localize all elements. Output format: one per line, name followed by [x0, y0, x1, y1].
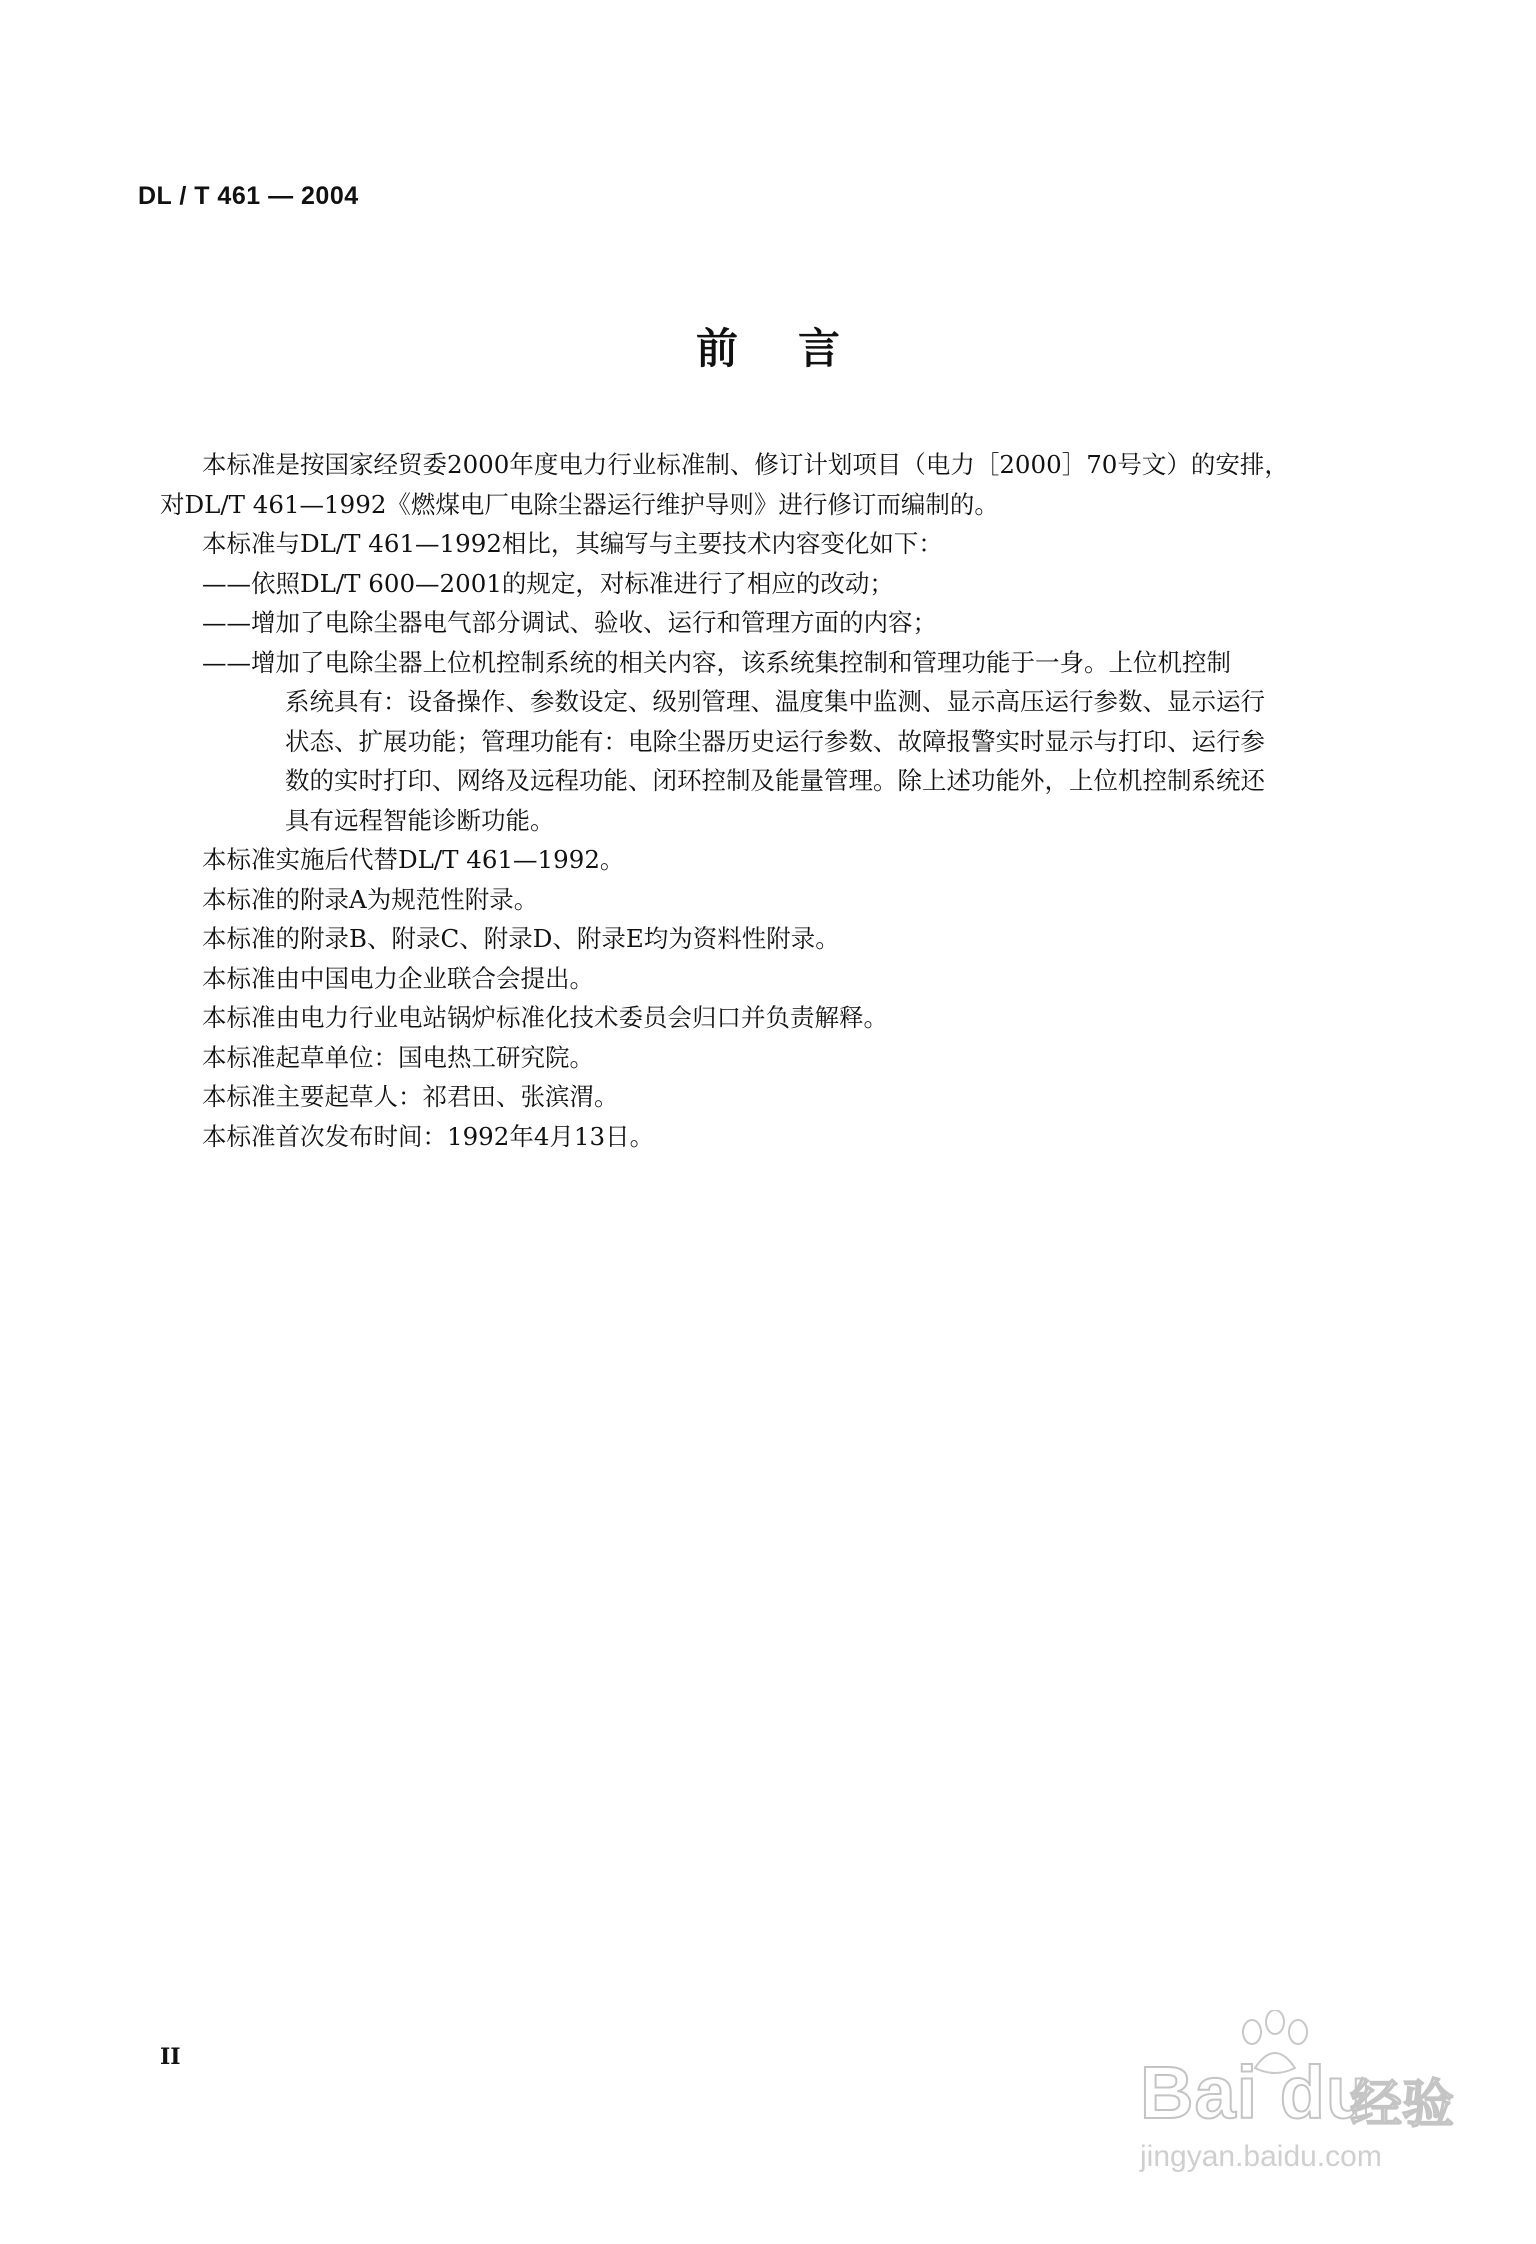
- watermark-url: jingyan.baidu.com: [1140, 2140, 1382, 2173]
- change-item-3-line-5: 具有远程智能诊断功能。: [285, 805, 555, 835]
- paragraph-annex-a: 本标准的附录A为规范性附录。: [202, 884, 539, 914]
- paragraph-1-line-2: 对DL/T 461—1992《燃煤电厂电除尘器运行维护导则》进行修订而编制的。: [160, 489, 999, 519]
- change-item-1: ——依照DL/T 600—2001的规定，对标准进行了相应的改动；: [202, 568, 894, 598]
- paragraph-first-release: 本标准首次发布时间：1992年4月13日。: [202, 1121, 655, 1151]
- paragraph-replaces: 本标准实施后代替DL/T 461—1992。: [202, 845, 625, 874]
- change-item-3-line-1: ——增加了电除尘器上位机控制系统的相关内容，该系统集控制和管理功能于一身。上位机控制: [202, 647, 1231, 677]
- paragraph-proposed-by: 本标准由中国电力企业联合会提出。: [202, 963, 594, 993]
- change-item-3-line-3: 状态、扩展功能；管理功能有：电除尘器历史运行参数、故障报警实时显示与打印、运行参: [285, 726, 1265, 756]
- paragraph-drafters: 本标准主要起草人：祁君田、张滨渭。: [202, 1082, 619, 1111]
- change-item-3-line-2: 系统具有：设备操作、参数设定、级别管理、温度集中监测、显示高压运行参数、显示运行: [285, 687, 1265, 716]
- page-number: II: [160, 2044, 181, 2070]
- baidu-jingyan-watermark: [1080, 2010, 1460, 2180]
- watermark-label: 经验: [1350, 2075, 1455, 2135]
- paragraph-responsible: 本标准由电力行业电站锅炉标准化技术委员会归口并负责解释。: [202, 1003, 888, 1032]
- change-item-3-line-4: 数的实时打印、网络及远程功能、闭环控制及能量管理。除上述功能外，上位机控制系统还: [285, 766, 1265, 795]
- change-item-2: ——增加了电除尘器电气部分调试、验收、运行和管理方面的内容；: [202, 608, 937, 637]
- section-title: 前言: [695, 324, 900, 373]
- watermark-brand: Bai du: [1140, 2051, 1373, 2134]
- foreword-body: [160, 445, 1400, 1156]
- paragraph-drafting-unit: 本标准起草单位：国电热工研究院。: [202, 1042, 594, 1072]
- paragraph-annexes-b-e: 本标准的附录B、附录C、附录D、附录E均为资料性附录。: [202, 924, 840, 953]
- paragraph-1-line-1: 本标准是按国家经贸委2000年度电力行业标准制、修订计划项目（电力［2000］70号文）的安排，: [202, 450, 1289, 479]
- document-code: DL / T 461 — 2004: [138, 182, 359, 210]
- paragraph-2: 本标准与DL/T 461—1992相比，其编写与主要技术内容变化如下：: [202, 529, 943, 558]
